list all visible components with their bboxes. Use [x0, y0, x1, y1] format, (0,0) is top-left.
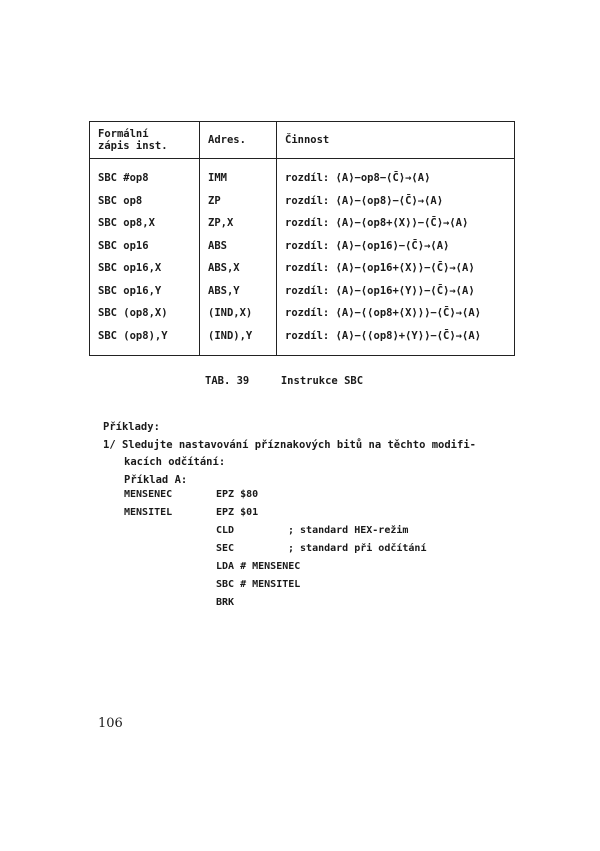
program-comment: ; standard HEX-režim: [288, 525, 409, 536]
table-row: [90, 212, 515, 235]
program-line: [124, 594, 426, 612]
header-addressing: Adres.: [200, 122, 277, 159]
table-row: [90, 190, 515, 213]
cell-addressing: (IND,X): [200, 302, 277, 325]
table-row: [90, 257, 515, 280]
program-label: MENSENEC: [124, 489, 173, 500]
program-instruction: SEC: [216, 543, 235, 554]
examples-heading: Příklady:: [103, 421, 160, 433]
program-line: [124, 558, 426, 576]
cell-operation: rozdíl: ⟨A⟩−⟨op8+⟨X⟩⟩−⟨C̄⟩→⟨A⟩: [277, 212, 515, 235]
cell-notation: SBC op8: [90, 190, 200, 213]
cell-operation: rozdíl: ⟨A⟩−⟨op16+⟨X⟩⟩−⟨C̄⟩→⟨A⟩: [277, 257, 515, 280]
program-instruction: EPZ $80: [216, 489, 259, 500]
cell-operation: rozdíl: ⟨A⟩−⟨op16⟩−⟨C̄⟩→⟨A⟩: [277, 235, 515, 258]
cell-operation: rozdíl: ⟨A⟩−⟨⟨op8⟩+⟨Y⟩⟩−⟨C̄⟩→⟨A⟩: [277, 325, 515, 356]
cell-addressing: ZP,X: [200, 212, 277, 235]
cell-operation: rozdíl: ⟨A⟩−⟨op16+⟨Y⟩⟩−⟨C̄⟩→⟨A⟩: [277, 280, 515, 303]
example-label: Příklad A:: [124, 473, 188, 486]
cell-notation: SBC #op8: [90, 159, 200, 190]
cell-operation: rozdíl: ⟨A⟩−⟨op8⟩−⟨C̄⟩→⟨A⟩: [277, 190, 515, 213]
cell-addressing: ABS,Y: [200, 280, 277, 303]
table-row: [90, 302, 515, 325]
program-line: [124, 540, 426, 558]
cell-notation: SBC op8,X: [90, 212, 200, 235]
example-instruction-line: 1/ Sledujte nastavování příznakových bitů na těchto modifi-: [103, 438, 476, 451]
program-line: [124, 522, 426, 540]
table-row: [90, 235, 515, 258]
example-instruction-line: kacích odčítání:: [124, 456, 226, 468]
sbc-instruction-table: [89, 121, 515, 356]
examples-section: [103, 419, 476, 489]
cell-addressing: ABS,X: [200, 257, 277, 280]
header-operation: Činnost: [277, 122, 515, 159]
program-line: [124, 486, 426, 504]
table-row: [90, 280, 515, 303]
cell-notation: SBC op16,X: [90, 257, 200, 280]
cell-addressing: ZP: [200, 190, 277, 213]
cell-addressing: ABS: [200, 235, 277, 258]
table-caption: TAB. 39 Instrukce SBC: [205, 375, 364, 387]
cell-notation: SBC op16: [90, 235, 200, 258]
assembly-listing: [124, 486, 426, 612]
cell-addressing: IMM: [200, 159, 277, 190]
program-instruction: CLD: [216, 525, 235, 536]
header-formal-notation: Formální zápis inst.: [90, 122, 200, 159]
program-line: [124, 576, 426, 594]
cell-addressing: (IND),Y: [200, 325, 277, 356]
program-instruction: BRK: [216, 597, 235, 608]
table-row: [90, 159, 515, 190]
program-instruction: SBC # MENSITEL: [216, 579, 301, 590]
program-line: [124, 504, 426, 522]
table-row: [90, 325, 515, 356]
cell-notation: SBC (op8,X): [90, 302, 200, 325]
table-header-row: [90, 122, 515, 159]
program-instruction: EPZ $01: [216, 507, 259, 518]
cell-notation: SBC (op8),Y: [90, 325, 200, 356]
page-number: 106: [98, 716, 123, 731]
cell-notation: SBC op16,Y: [90, 280, 200, 303]
program-label: MENSITEL: [124, 507, 173, 518]
cell-operation: rozdíl: ⟨A⟩−op8−⟨C̄⟩→⟨A⟩: [277, 159, 515, 190]
program-comment: ; standard při odčítání: [288, 543, 427, 554]
program-instruction: LDA # MENSENEC: [216, 561, 301, 572]
cell-operation: rozdíl: ⟨A⟩−⟨⟨op8+⟨X⟩⟩⟩−⟨C̄⟩→⟨A⟩: [277, 302, 515, 325]
